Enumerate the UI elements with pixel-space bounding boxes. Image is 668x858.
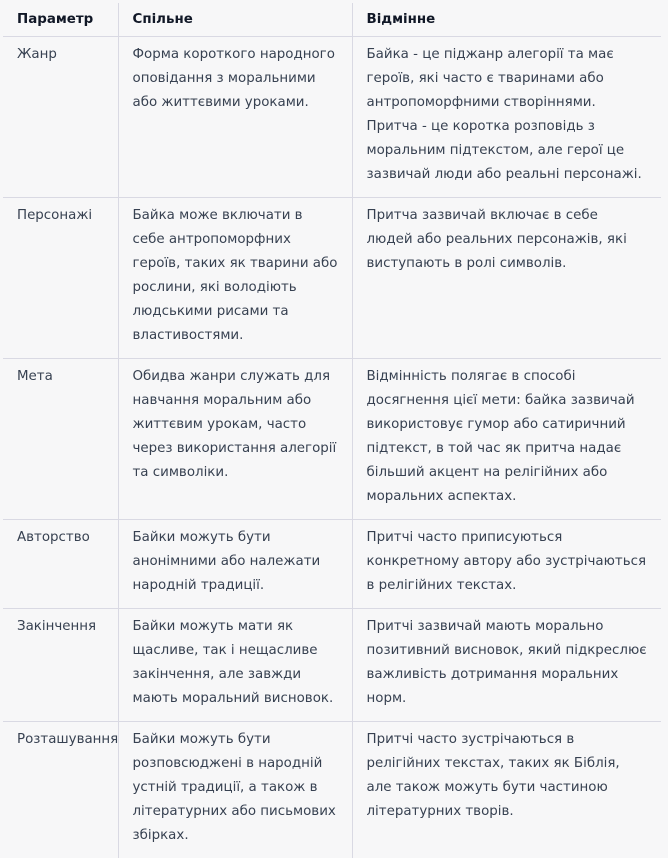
cell-different: Притчі зазвичай мають морально позитивний висновок, який підкреслює важливість дотримання моральних норм.: [352, 608, 661, 721]
header-parameter: Параметр: [3, 3, 118, 36]
cell-different: Притчі часто приписуються конкретному автору або зустрічаються в релігійних текстах.: [352, 519, 661, 608]
header-common: Спільне: [118, 3, 352, 36]
cell-parameter: Мета: [3, 358, 118, 519]
cell-common: Байки можуть мати як щасливе, так і нещасливе закінчення, але завжди мають моральний висновок.: [118, 608, 352, 721]
table-row: [3, 519, 661, 608]
cell-parameter: Персонажі: [3, 197, 118, 358]
table-row: [3, 36, 661, 197]
table-row: [3, 721, 661, 858]
comparison-table-container: [3, 3, 661, 843]
cell-different: Байка - це піджанр алегорії та має героїв, які часто є тваринами або антропоморфними створіннями. Притча - це коротка розповідь з моральним підтекстом, але герої це зазвичай люди або реальні персонажі.: [352, 36, 661, 197]
cell-parameter: Розташування: [3, 721, 118, 858]
cell-common: Байки можуть бути анонімними або належати народній традиції.: [118, 519, 352, 608]
cell-parameter: Закінчення: [3, 608, 118, 721]
cell-common: Форма короткого народного оповідання з моральними або життєвими уроками.: [118, 36, 352, 197]
table-row: [3, 608, 661, 721]
cell-common: Байки можуть бути розповсюджені в народній устній традиції, а також в літературних або письмових збірках.: [118, 721, 352, 858]
table-header: [3, 3, 661, 36]
table-body: [3, 36, 661, 858]
cell-parameter: Жанр: [3, 36, 118, 197]
header-row: [3, 3, 661, 36]
cell-different: Відмінність полягає в способі досягнення цієї мети: байка зазвичай використовує гумор або сатиричний підтекст, в той час як притча надає більший акцент на релігійних або моральних аспектах.: [352, 358, 661, 519]
table-row: [3, 358, 661, 519]
cell-different: Притча зазвичай включає в себе людей або реальних персонажів, які виступають в ролі символів.: [352, 197, 661, 358]
cell-common: Байка може включати в себе антропоморфних героїв, таких як тварини або рослини, які володіють людськими рисами та властивостями.: [118, 197, 352, 358]
cell-different: Притчі часто зустрічаються в релігійних текстах, таких як Біблія, але також можуть бути частиною літературних творів.: [352, 721, 661, 858]
cell-parameter: Авторство: [3, 519, 118, 608]
header-different: Відмінне: [352, 3, 661, 36]
table-row: [3, 197, 661, 358]
cell-common: Обидва жанри служать для навчання моральним або життєвим урокам, часто через використання алегорії та символіки.: [118, 358, 352, 519]
comparison-table: [3, 3, 661, 858]
